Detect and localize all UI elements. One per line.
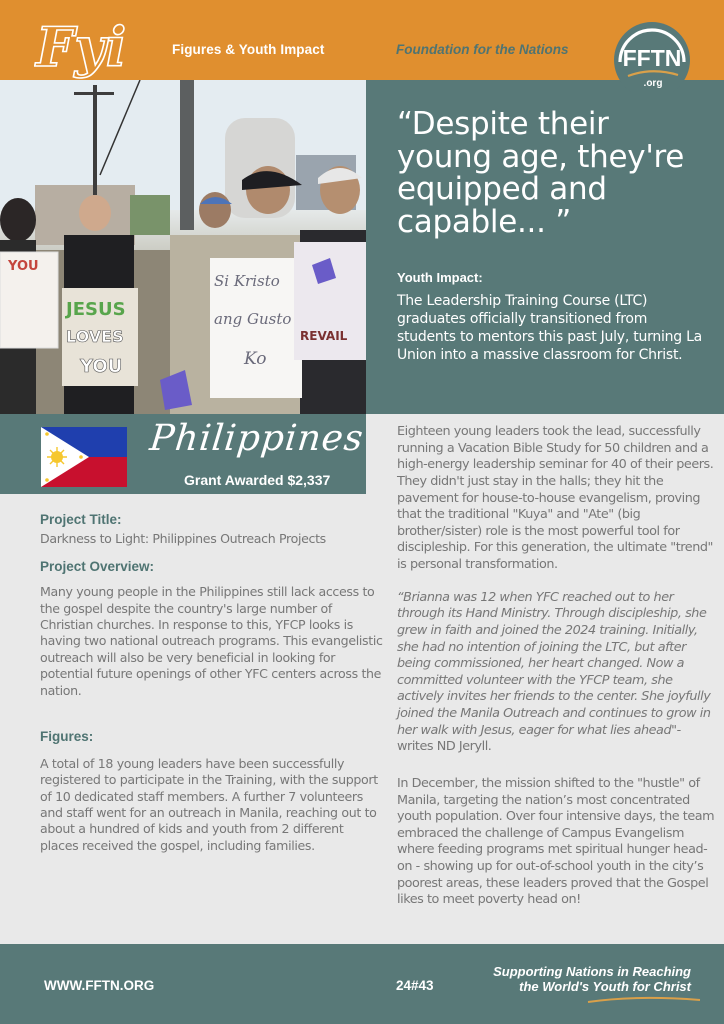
footer-bar <box>0 944 724 1024</box>
photo-sign-jesus: JESUS <box>66 299 126 320</box>
pull-quote: “Despite their young age, they're equipped and capable... ” <box>397 106 685 240</box>
swoosh-underline-icon <box>586 996 702 1004</box>
footer-issue-number: 24#43 <box>396 978 434 993</box>
fyi-logo-icon <box>34 14 154 84</box>
testimony-quote: “Brianna was 12 when YFC reached out to her through its Hand Ministry. Through discipleship, she grew in faith and joined the 2024 training. Initially, she had no intention of joining the LTC, but after being commissioned, her heart changed. Now a committed volunteer with the YFCP team, she actively invites her friends to the center. She joyfully joined the Manila Outreach and continues to grow in her walk with Jesus, eager for what lies ahead" <box>397 589 711 738</box>
fftn-logo-icon[interactable] <box>606 22 698 92</box>
photo-sign-ang-gusto: ang Gusto <box>214 310 292 328</box>
grant-awarded: Grant Awarded $2,337 <box>184 472 331 488</box>
testimony-attribution: - writes ND Jeryll. <box>397 722 681 755</box>
fyi-logo-text: Fyi <box>36 15 127 79</box>
photo-sign-you-2: YOU <box>80 356 123 377</box>
photo-sign-revail: REVAIL <box>300 329 348 343</box>
outreach-photo-illustration <box>0 80 366 414</box>
right-column <box>397 424 715 909</box>
project-overview-label: Project Overview: <box>40 559 155 575</box>
figures-label: Figures: <box>40 728 94 744</box>
photo-sign-you: YOU <box>8 259 39 274</box>
philippines-flag-icon <box>41 427 127 487</box>
header-tagline: Figures & Youth Impact <box>172 42 325 57</box>
footer-slogan-line-2: the World's Youth for Christ <box>519 978 691 994</box>
figures-text: A total of 18 young leaders have been successfully registered to participate in the Training, with the support of 10 dedicated staff members. A further 7 volunteers and staff went for an outreach in Manila, reaching out to about a hundred of kids and youth from 2 different places received the gospel, including families. <box>40 755 378 853</box>
left-column <box>40 512 385 854</box>
header-org-name: Foundation for the Nations <box>396 42 569 57</box>
project-title-value: Darkness to Light: Philippines Outreach Projects <box>40 531 326 546</box>
outreach-photo <box>0 80 366 414</box>
fftn-logo-suffix: .org <box>643 78 663 89</box>
photo-sign-si-kristo: Si Kristo <box>214 272 280 290</box>
footer-website-link[interactable]: WWW.FFTN.ORG <box>44 978 155 993</box>
project-overview-text: Many young people in the Philippines still lack access to the gospel despite the country's large number of Christian churches. In response to this, YFCP looks is having two national outreach programs. This evangelistic outreach will also be very beneficial in looking for potential future openings of other YFC centers across the nation. <box>40 584 383 698</box>
testimony-block <box>397 590 715 756</box>
photo-sign-ko: Ko <box>244 349 267 369</box>
footer-slogan <box>493 965 691 995</box>
country-name: Philippines <box>147 418 366 459</box>
footer-slogan-line-1: Supporting Nations in Reaching <box>493 964 691 979</box>
story-paragraph-2: In December, the mission shifted to the "hustle" of Manila, targeting the nation’s most concentrated youth population. Over four intensive days, the team embraced the challenge of Campus Evangelism where feeding programs met spiritual hunger head-on - showing up for out-of-school youth in the city’s poorest areas, these leaders proved that the Gospel likes to meet poverty head on! <box>397 775 715 908</box>
photo-sign-loves: LOVES <box>66 327 124 346</box>
youth-impact-text: The Leadership Training Course (LTC) graduates officially transitioned from students to mentors this past July, turning La Union into a massive classroom for Christ. <box>397 293 702 363</box>
country-banner <box>0 414 366 494</box>
story-paragraph-1: Eighteen young leaders took the lead, successfully running a Vacation Bible Study for 50 children and a high-energy leadership seminar for 40 of their peers. They didn't just stay in the halls; they hit the pavement for house-to-house evangelism, proving that the traditional "Kuya" and "Ate" (big brother/sister) role is the most powerful tool for discipleship. For this generation, the ultimate "trend" is personal transformation. <box>397 424 714 572</box>
project-title-label: Project Title: <box>40 512 122 527</box>
fftn-logo-letters: FFTN <box>622 45 682 71</box>
youth-impact-label: Youth Impact: <box>397 270 483 286</box>
quote-panel <box>366 80 724 414</box>
